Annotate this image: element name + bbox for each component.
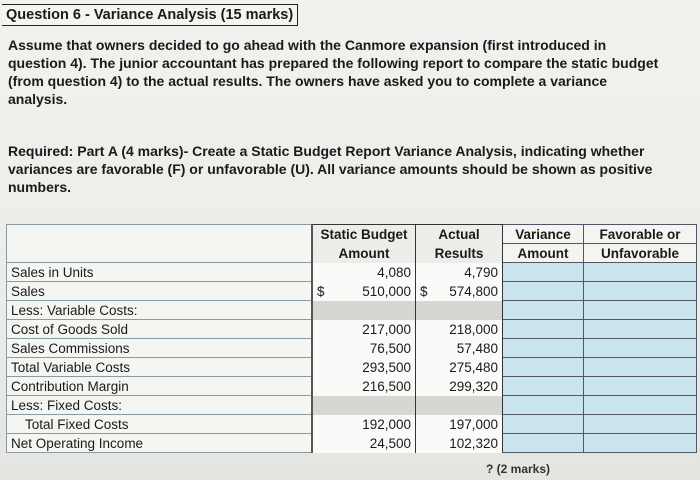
cogs-actual: 218,000	[416, 320, 503, 339]
less-var-fav-cell[interactable]	[584, 301, 697, 320]
total-fixed-fav-cell[interactable]	[584, 415, 697, 434]
commissions-actual: 57,480	[416, 339, 503, 358]
less-fixed-fav-cell[interactable]	[584, 396, 697, 415]
header-fav-1: Favorable or	[584, 225, 697, 244]
row-label-less-variable: Less: Variable Costs:	[7, 301, 313, 320]
total-variable-actual: 275,480	[416, 358, 503, 377]
table-row	[7, 396, 697, 415]
row-label-units: Sales in Units	[7, 263, 313, 282]
header-static-2: Amount	[312, 244, 416, 263]
header-actual-1: Actual	[416, 225, 503, 244]
table-row	[7, 263, 697, 282]
sales-actual-dollar: $	[420, 283, 428, 299]
gap-cell	[416, 301, 503, 320]
question-title: Question 6 - Variance Analysis (15 marks)	[2, 4, 298, 26]
header-variance-1: Variance	[503, 225, 584, 244]
table-row	[7, 301, 697, 320]
contribution-static: 216,500	[312, 377, 416, 396]
row-label-less-fixed: Less: Fixed Costs:	[7, 396, 313, 415]
contribution-variance-cell[interactable]	[503, 377, 584, 396]
total-fixed-static: 192,000	[312, 415, 416, 434]
contribution-actual: 299,320	[416, 377, 503, 396]
footer-fragment: ? (2 marks)	[486, 462, 551, 476]
gap-cell	[312, 396, 416, 415]
total-variable-variance-cell[interactable]	[503, 358, 584, 377]
gap-cell	[416, 396, 503, 415]
header-fav-2: Unfavorable	[584, 244, 697, 263]
commissions-static: 76,500	[312, 339, 416, 358]
contribution-fav-cell[interactable]	[584, 377, 697, 396]
intro-paragraph: Assume that owners decided to go ahead with the Canmore expansion (first introduced in question 4). The junior accountant has prepared the following report to compare the static budget (from question 4) to the actual results. The owners have asked you to complete a variance analysis.	[8, 37, 659, 107]
less-var-variance-cell[interactable]	[503, 301, 584, 320]
table-row	[7, 434, 697, 453]
row-label-contribution: Contribution Margin	[7, 377, 313, 396]
table-row	[7, 282, 697, 301]
row-label-total-variable: Total Variable Costs	[7, 358, 313, 377]
total-variable-fav-cell[interactable]	[584, 358, 697, 377]
sales-variance-cell[interactable]	[503, 282, 584, 301]
commissions-variance-cell[interactable]	[503, 339, 584, 358]
cogs-fav-cell[interactable]	[584, 320, 697, 339]
header-actual-2: Results	[416, 244, 503, 263]
table-row	[7, 358, 697, 377]
table-row	[7, 339, 697, 358]
noi-static: 24,500	[312, 434, 416, 453]
header-static-1: Static Budget	[312, 225, 416, 244]
cogs-static: 217,000	[312, 320, 416, 339]
row-label-total-fixed: Total Fixed Costs	[7, 415, 313, 434]
table-row	[7, 415, 697, 434]
sales-actual-value: 574,800	[449, 283, 498, 299]
commissions-fav-cell[interactable]	[584, 339, 697, 358]
units-static: 4,080	[312, 263, 416, 282]
cogs-variance-cell[interactable]	[503, 320, 584, 339]
total-variable-static: 293,500	[312, 358, 416, 377]
header-blank	[7, 225, 313, 244]
sales-fav-cell[interactable]	[584, 282, 697, 301]
table-row	[7, 320, 697, 339]
sales-static-value: 510,000	[362, 283, 411, 299]
gap-cell	[312, 301, 416, 320]
required-paragraph: Required: Part A (4 marks)- Create a Static Budget Report Variance Analysis, indicating whether variances are favorable (F) or unfavorable (U). All variance amounts should be shown as positive numbers.	[8, 143, 653, 195]
header-variance-2: Amount	[503, 244, 584, 263]
less-fixed-variance-cell[interactable]	[503, 396, 584, 415]
row-label-commissions: Sales Commissions	[7, 339, 313, 358]
sales-static	[312, 282, 416, 301]
total-fixed-actual: 197,000	[416, 415, 503, 434]
total-fixed-variance-cell[interactable]	[503, 415, 584, 434]
variance-table	[6, 224, 697, 453]
units-variance-cell[interactable]	[503, 263, 584, 282]
table-row	[7, 377, 697, 396]
row-label-sales: Sales	[7, 282, 313, 301]
sales-static-dollar: $	[317, 283, 325, 299]
noi-actual: 102,320	[416, 434, 503, 453]
units-fav-cell[interactable]	[584, 263, 697, 282]
sales-actual	[416, 282, 503, 301]
noi-variance-cell[interactable]	[503, 434, 584, 453]
header-blank-2	[7, 244, 313, 263]
noi-fav-cell[interactable]	[584, 434, 697, 453]
row-label-cogs: Cost of Goods Sold	[7, 320, 313, 339]
row-label-noi: Net Operating Income	[7, 434, 313, 453]
units-actual: 4,790	[416, 263, 503, 282]
